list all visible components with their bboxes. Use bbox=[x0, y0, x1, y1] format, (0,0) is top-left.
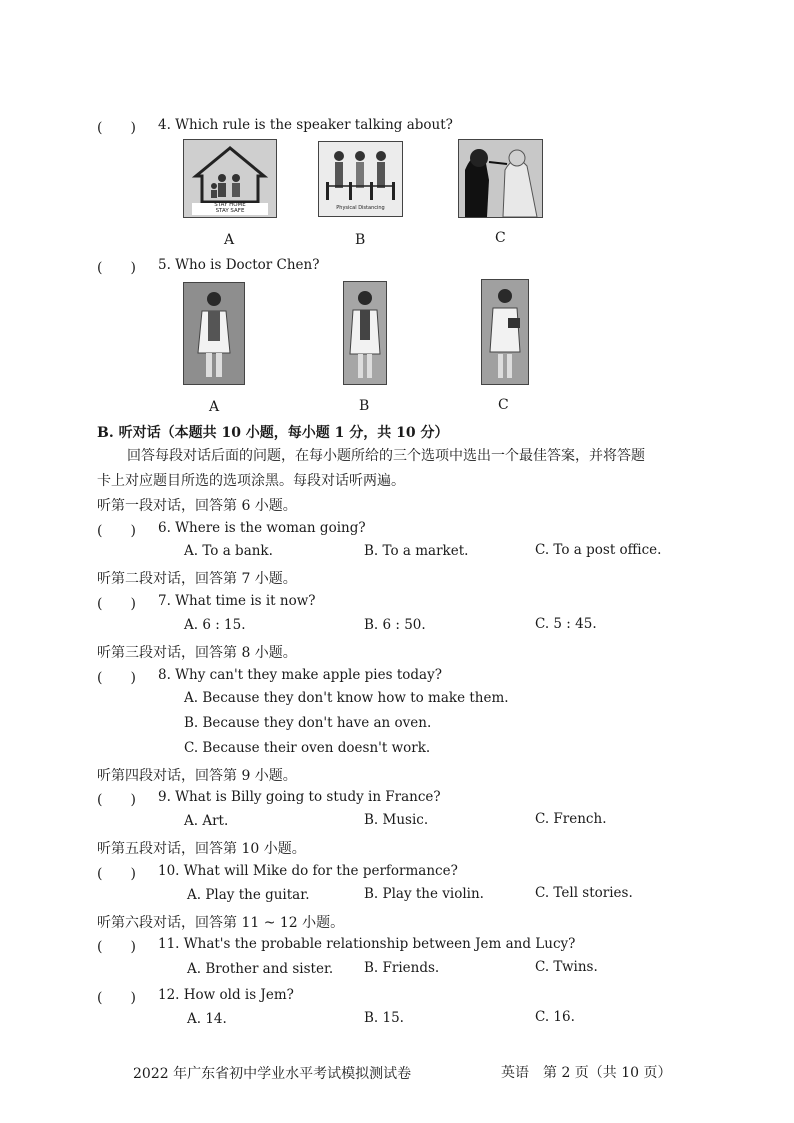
option-7c[interactable]: C. 5 : 45. bbox=[535, 616, 597, 632]
dialogue-5-heading: 听第五段对话，回答第 10 小题。 bbox=[97, 841, 306, 857]
answer-paren-7[interactable]: ( ) bbox=[97, 596, 136, 612]
question-10-text: 10. What will Mike do for the performance? bbox=[158, 863, 458, 879]
footer-page-info: 英语 第 2 页（共 10 页） bbox=[501, 1065, 672, 1081]
option-11c[interactable]: C. Twins. bbox=[535, 959, 598, 975]
option-9a[interactable]: A. Art. bbox=[184, 813, 229, 829]
option-8b[interactable]: B. Because they don't have an oven. bbox=[184, 715, 432, 731]
option-10a[interactable]: A. Play the guitar. bbox=[187, 887, 310, 903]
option-6b[interactable]: B. To a market. bbox=[364, 543, 469, 559]
footer-exam-title: 2022 年广东省初中学业水平考试模拟测试卷 bbox=[133, 1066, 412, 1082]
option-4c-image bbox=[458, 139, 543, 218]
option-5b-image bbox=[343, 281, 387, 385]
physical-distancing-text: Physical Distancing bbox=[336, 205, 385, 211]
stay-safe-text: STAY SAFE bbox=[215, 208, 245, 214]
option-12b[interactable]: B. 15. bbox=[364, 1010, 404, 1026]
section-b-instruction-line1: 回答每段对话后面的问题，在每小题所给的三个选项中选出一个最佳答案，并将答题 bbox=[127, 448, 645, 464]
answer-paren-6[interactable]: ( ) bbox=[97, 523, 136, 539]
option-4c-label[interactable]: C bbox=[495, 230, 506, 246]
answer-paren-8[interactable]: ( ) bbox=[97, 670, 136, 686]
option-10c[interactable]: C. Tell stories. bbox=[535, 885, 633, 901]
option-6a[interactable]: A. To a bank. bbox=[184, 543, 273, 559]
question-4-text: 4. Which rule is the speaker talking about? bbox=[158, 117, 453, 133]
answer-paren-11[interactable]: ( ) bbox=[97, 939, 136, 955]
question-11-text: 11. What's the probable relationship between Jem and Lucy? bbox=[158, 936, 576, 952]
stay-home-text: STAY HOME bbox=[214, 202, 246, 208]
option-4a-image bbox=[183, 139, 277, 218]
question-12-text: 12. How old is Jem? bbox=[158, 987, 294, 1003]
question-7-text: 7. What time is it now? bbox=[158, 593, 316, 609]
option-6c[interactable]: C. To a post office. bbox=[535, 542, 662, 558]
option-12a[interactable]: A. 14. bbox=[187, 1011, 227, 1027]
option-9c[interactable]: C. French. bbox=[535, 811, 607, 827]
question-8-text: 8. Why can't they make apple pies today? bbox=[158, 667, 442, 683]
dialogue-2-heading: 听第二段对话，回答第 7 小题。 bbox=[97, 571, 297, 587]
option-11b[interactable]: B. Friends. bbox=[364, 960, 440, 976]
option-4b-image bbox=[318, 141, 403, 217]
question-5-text: 5. Who is Doctor Chen? bbox=[158, 257, 320, 273]
question-9-text: 9. What is Billy going to study in France? bbox=[158, 789, 441, 805]
option-5b-label[interactable]: B bbox=[359, 398, 370, 414]
dialogue-4-heading: 听第四段对话，回答第 9 小题。 bbox=[97, 768, 297, 784]
answer-paren-10[interactable]: ( ) bbox=[97, 866, 136, 882]
option-5c-image bbox=[481, 279, 529, 385]
question-6-text: 6. Where is the woman going? bbox=[158, 520, 366, 536]
option-7b[interactable]: B. 6 : 50. bbox=[364, 617, 426, 633]
answer-paren-9[interactable]: ( ) bbox=[97, 792, 136, 808]
answer-paren-5[interactable]: ( ) bbox=[97, 260, 136, 276]
section-b-instruction-line2: 卡上对应题目所选的选项涂黑。每段对话听两遍。 bbox=[97, 473, 405, 489]
answer-paren-12[interactable]: ( ) bbox=[97, 990, 136, 1006]
option-5c-label[interactable]: C bbox=[498, 397, 509, 413]
option-9b[interactable]: B. Music. bbox=[364, 812, 429, 828]
option-8a[interactable]: A. Because they don't know how to make them. bbox=[184, 690, 509, 706]
answer-paren-4[interactable]: ( ) bbox=[97, 120, 136, 136]
option-10b[interactable]: B. Play the violin. bbox=[364, 886, 484, 902]
section-b-title: B. 听对话（本题共 10 小题，每小题 1 分，共 10 分） bbox=[97, 425, 449, 441]
option-4a-label[interactable]: A bbox=[224, 232, 235, 248]
dialogue-6-heading: 听第六段对话，回答第 11 ~ 12 小题。 bbox=[97, 915, 345, 931]
option-8c[interactable]: C. Because their oven doesn't work. bbox=[184, 740, 431, 756]
option-5a-image bbox=[183, 282, 245, 385]
dialogue-1-heading: 听第一段对话，回答第 6 小题。 bbox=[97, 498, 297, 514]
option-7a[interactable]: A. 6 : 15. bbox=[184, 617, 246, 633]
option-11a[interactable]: A. Brother and sister. bbox=[187, 961, 334, 977]
option-5a-label[interactable]: A bbox=[209, 399, 220, 415]
dialogue-3-heading: 听第三段对话，回答第 8 小题。 bbox=[97, 645, 297, 661]
option-12c[interactable]: C. 16. bbox=[535, 1009, 575, 1025]
option-4b-label[interactable]: B bbox=[355, 232, 366, 248]
